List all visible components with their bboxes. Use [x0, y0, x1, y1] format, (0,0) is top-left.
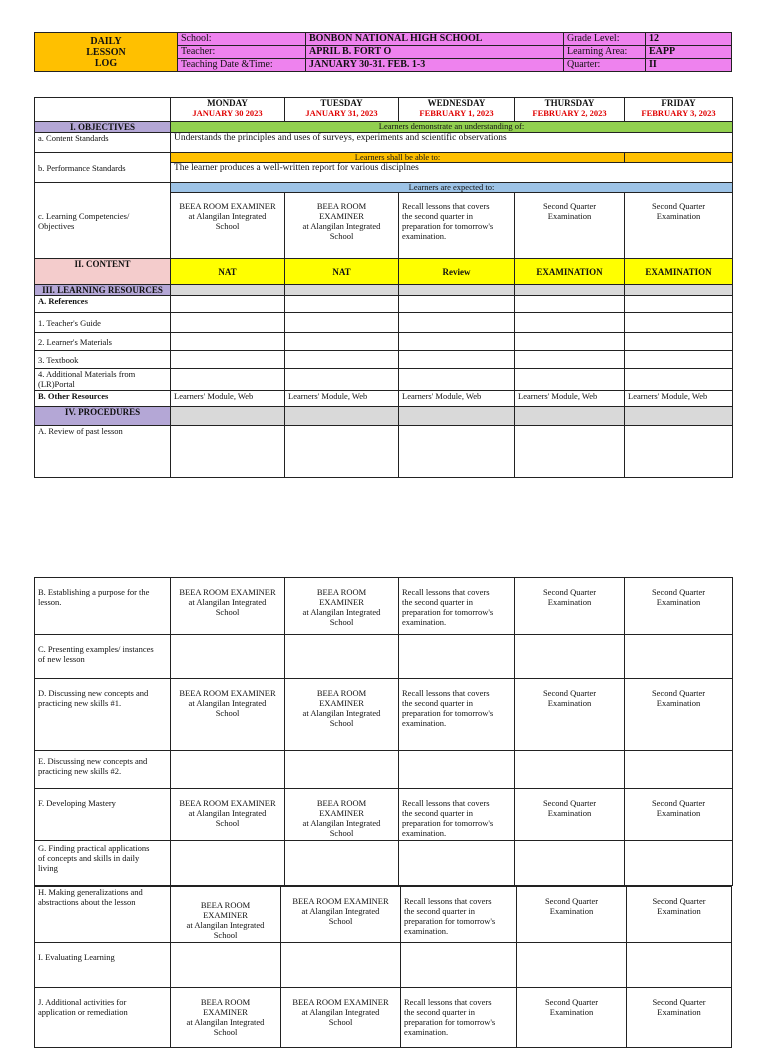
empty-cell — [171, 296, 285, 313]
day-name: THURSDAY — [544, 98, 595, 108]
additional-activities-label — [35, 988, 171, 1048]
empty-cell — [171, 369, 285, 391]
beea-line: School — [328, 916, 353, 926]
empty-cell — [285, 296, 399, 313]
learning-area-value: EAPP — [646, 46, 732, 59]
lesson-log-table — [34, 97, 733, 478]
empty-cell — [399, 751, 515, 789]
purpose-friday — [625, 578, 733, 635]
beea-line: at Alangilan Integrated — [301, 906, 380, 916]
recall-line: the second quarter in — [402, 211, 474, 221]
label-line: of concepts and skills in daily — [38, 853, 140, 863]
empty-cell — [171, 313, 285, 333]
additional-materials-line-2: (LR)Portal — [38, 379, 75, 389]
establishing-purpose-label — [35, 578, 171, 635]
performance-standards-label: b. Performance Standards — [35, 153, 171, 183]
textbook-label: 3. Textbook — [35, 351, 171, 369]
empty-cell — [399, 841, 515, 886]
exam-line: Second Quarter — [652, 896, 706, 906]
day-date: JANUARY 31, 2023 — [305, 108, 378, 118]
other-resources-friday: Learners' Module, Web — [625, 391, 733, 407]
day-column-tuesday — [285, 98, 399, 122]
mastery-friday — [625, 789, 733, 841]
beea-line: EXAMINER — [319, 808, 364, 818]
empty-cell — [515, 841, 625, 886]
content-thursday: EXAMINATION — [515, 259, 625, 285]
empty-cell — [285, 351, 399, 369]
review-past-lesson-label: A. Review of past lesson — [35, 426, 171, 478]
empty-cell — [171, 751, 285, 789]
competencies-label-line-2: Objectives — [38, 220, 75, 231]
exam-line: Examination — [656, 808, 701, 818]
recall-line: the second quarter in — [402, 808, 474, 818]
beea-line: School — [215, 221, 240, 231]
content-standards-text: Understands the principles and uses of surveys, experiments and scientific observations — [171, 133, 733, 153]
empty-cell — [171, 333, 285, 351]
empty-cell — [515, 351, 625, 369]
recall-line: Recall lessons that covers — [402, 587, 490, 597]
performance-standards-text: The learner produces a well-written report for various disciplnes — [171, 163, 733, 183]
quarter-value: II — [646, 59, 732, 72]
exam-line: Examination — [656, 211, 701, 221]
empty-cell — [399, 333, 515, 351]
day-column-thursday — [515, 98, 625, 122]
grade-level-value: 12 — [646, 33, 732, 46]
empty-cell — [171, 943, 281, 988]
empty-cell — [515, 635, 625, 679]
competency-thursday — [515, 193, 625, 259]
label-line: E. Discussing new concepts and — [38, 756, 148, 766]
recall-line: preparation for tomorrow's — [402, 607, 494, 617]
generalizations-tuesday — [281, 887, 401, 943]
beea-line: BEEA ROOM — [316, 587, 367, 597]
recall-line: the second quarter in — [404, 906, 476, 916]
recall-line: the second quarter in — [402, 698, 474, 708]
concepts-1-friday — [625, 679, 733, 751]
label-line: of new lesson — [38, 654, 85, 664]
additional-materials-line-1: 4. Additional Materials from — [38, 369, 136, 379]
day-date: FEBRUARY 3, 2023 — [641, 108, 716, 118]
procedures-grey-cell — [399, 407, 515, 426]
procedures-grey-cell — [171, 407, 285, 426]
empty-cell — [625, 296, 733, 313]
day-date: FEBRUARY 2, 2023 — [532, 108, 607, 118]
learning-area-label: Learning Area: — [564, 46, 646, 59]
exam-line: Examination — [656, 698, 701, 708]
day-column-friday — [625, 98, 733, 122]
beea-line: EXAMINER — [319, 698, 364, 708]
beea-line: at Alangilan Integrated — [302, 818, 381, 828]
empty-cell — [625, 369, 733, 391]
exam-line: Examination — [549, 906, 594, 916]
empty-cell — [285, 635, 399, 679]
empty-cell — [625, 751, 733, 789]
empty-cell — [281, 943, 401, 988]
empty-cell — [517, 943, 627, 988]
empty-cell — [515, 313, 625, 333]
references-label: A. References — [35, 296, 171, 313]
empty-cell — [399, 635, 515, 679]
grade-level-label: Grade Level: — [564, 33, 646, 46]
dll-line-3: LOG — [94, 57, 118, 69]
school-label: School: — [178, 33, 306, 46]
competency-monday — [171, 193, 285, 259]
additional-tuesday — [281, 988, 401, 1048]
expected-banner: Learners are expected to: — [171, 183, 733, 193]
empty-cell — [625, 351, 733, 369]
procedures-grey-cell — [285, 407, 399, 426]
procedures-continuation-table — [34, 577, 733, 886]
recall-line: examination. — [402, 828, 447, 838]
procedures-grey-cell — [625, 407, 733, 426]
beea-line: at Alangilan Integrated — [301, 1007, 380, 1017]
exam-line: Examination — [656, 597, 701, 607]
day-name: WEDNESDAY — [427, 98, 486, 108]
day-name: TUESDAY — [320, 98, 363, 108]
concepts-1-wednesday — [399, 679, 515, 751]
quarter-label: Quarter: — [564, 59, 646, 72]
label-line: B. Establishing a purpose for the — [38, 587, 150, 597]
empty-cell — [399, 426, 515, 478]
exam-line: Examination — [547, 698, 592, 708]
evaluating-learning-label: I. Evaluating Learning — [35, 943, 171, 988]
corner-cell — [35, 98, 171, 122]
exam-line: Examination — [547, 808, 592, 818]
learners-materials-label: 2. Learner's Materials — [35, 333, 171, 351]
generalizations-friday — [627, 887, 732, 943]
content-standards-label: a. Content Standards — [35, 133, 171, 153]
recall-line: preparation for tomorrow's — [402, 708, 494, 718]
exam-line: Second Quarter — [542, 688, 597, 698]
dll-line-1: DAILY — [90, 35, 122, 47]
generalizations-label — [35, 887, 171, 943]
beea-line: BEEA ROOM EXAMINER — [179, 798, 276, 808]
content-wednesday: Review — [399, 259, 515, 285]
discussing-concepts-1-label — [35, 679, 171, 751]
recall-line: preparation for tomorrow's — [404, 1017, 496, 1027]
exam-line: Second Quarter — [544, 997, 599, 1007]
empty-cell — [627, 943, 732, 988]
recall-line: Recall lessons that covers — [402, 201, 490, 211]
beea-line: School — [215, 708, 240, 718]
beea-line: BEEA ROOM — [316, 201, 367, 211]
beea-line: BEEA ROOM EXAMINER — [179, 688, 276, 698]
recall-line: preparation for tomorrow's — [404, 916, 496, 926]
empty-cell — [515, 369, 625, 391]
beea-line: BEEA ROOM — [316, 798, 367, 808]
exam-line: Second Quarter — [652, 997, 706, 1007]
resources-grey-cell — [285, 285, 399, 296]
additional-monday — [171, 988, 281, 1048]
developing-mastery-label: F. Developing Mastery — [35, 789, 171, 841]
recall-line: Recall lessons that covers — [404, 896, 492, 906]
additional-friday — [627, 988, 732, 1048]
objectives-heading: I. OBJECTIVES — [35, 122, 171, 133]
empty-cell — [515, 296, 625, 313]
recall-line: Recall lessons that covers — [402, 798, 490, 808]
competency-wednesday — [399, 193, 515, 259]
concepts-1-tuesday — [285, 679, 399, 751]
recall-line: Recall lessons that covers — [402, 688, 490, 698]
purpose-monday — [171, 578, 285, 635]
exam-line: Second Quarter — [542, 587, 597, 597]
recall-line: examination. — [402, 718, 447, 728]
empty-cell — [515, 751, 625, 789]
mastery-wednesday — [399, 789, 515, 841]
teaching-date-value: JANUARY 30-31. FEB. 1-3 — [306, 59, 564, 72]
empty-cell — [625, 333, 733, 351]
label-line: H. Making generalizations and — [38, 887, 143, 897]
exam-line: Second Quarter — [651, 688, 706, 698]
beea-line: at Alangilan Integrated — [188, 597, 267, 607]
exam-line: Second Quarter — [542, 201, 597, 211]
practical-applications-label — [35, 841, 171, 886]
beea-line: at Alangilan Integrated — [186, 1017, 265, 1027]
discussing-concepts-2-label — [35, 751, 171, 789]
empty-cell — [285, 369, 399, 391]
beea-line: EXAMINER — [203, 1007, 248, 1017]
beea-line: at Alangilan Integrated — [188, 211, 267, 221]
beea-line: at Alangilan Integrated — [302, 708, 381, 718]
empty-cell — [285, 841, 399, 886]
other-resources-thursday: Learners' Module, Web — [515, 391, 625, 407]
recall-line: preparation for tomorrow's — [402, 221, 494, 231]
day-column-monday — [171, 98, 285, 122]
label-line: application or remediation — [38, 1007, 128, 1017]
exam-line: Second Quarter — [544, 896, 599, 906]
content-tuesday: NAT — [285, 259, 399, 285]
mastery-thursday — [515, 789, 625, 841]
resources-grey-cell — [515, 285, 625, 296]
recall-line: examination. — [404, 926, 449, 936]
recall-line: examination. — [402, 231, 447, 241]
recall-line: the second quarter in — [402, 597, 474, 607]
empty-cell — [399, 369, 515, 391]
beea-line: EXAMINER — [319, 211, 364, 221]
empty-cell — [171, 635, 285, 679]
recall-line: the second quarter in — [404, 1007, 476, 1017]
exam-line: Examination — [657, 906, 701, 916]
empty-cell — [625, 426, 733, 478]
recall-line: Recall lessons that covers — [404, 997, 492, 1007]
exam-line: Examination — [657, 1007, 701, 1017]
other-resources-wednesday: Learners' Module, Web — [399, 391, 515, 407]
day-name: FRIDAY — [661, 98, 696, 108]
day-column-wednesday — [399, 98, 515, 122]
beea-line: EXAMINER — [319, 597, 364, 607]
label-line: G. Finding practical applications — [38, 843, 150, 853]
empty-cell — [625, 841, 733, 886]
empty-cell — [285, 313, 399, 333]
exam-line: Second Quarter — [542, 798, 597, 808]
label-line: J. Additional activities for — [38, 997, 127, 1007]
empty-cell — [171, 351, 285, 369]
label-line: living — [38, 863, 58, 873]
day-name: MONDAY — [207, 98, 248, 108]
competencies-label-line-1: c. Learning Competencies/ — [38, 210, 130, 221]
recall-line: examination. — [402, 617, 447, 627]
beea-line: School — [329, 617, 354, 627]
resources-grey-cell — [625, 285, 733, 296]
label-line: D. Discussing new concepts and — [38, 688, 149, 698]
mastery-tuesday — [285, 789, 399, 841]
dll-line-2: LESSON — [86, 46, 126, 58]
able-banner-end — [625, 153, 733, 163]
empty-cell — [285, 333, 399, 351]
learning-competencies-label — [35, 183, 171, 259]
purpose-wednesday — [399, 578, 515, 635]
beea-line: BEEA ROOM — [200, 900, 251, 910]
purpose-tuesday — [285, 578, 399, 635]
beea-line: School — [329, 828, 354, 838]
empty-cell — [625, 635, 733, 679]
empty-cell — [625, 313, 733, 333]
able-banner: Learners shall be able to: — [171, 153, 625, 163]
empty-cell — [401, 943, 517, 988]
additional-wednesday — [401, 988, 517, 1048]
recall-line: preparation for tomorrow's — [402, 818, 494, 828]
teacher-value: APRIL B. FORT O — [306, 46, 564, 59]
concepts-1-monday — [171, 679, 285, 751]
demonstrate-banner: Learners demonstrate an understanding of: — [171, 122, 733, 133]
concepts-1-thursday — [515, 679, 625, 751]
generalizations-wednesday — [401, 887, 517, 943]
beea-line: BEEA ROOM EXAMINER — [179, 587, 276, 597]
exam-line: Examination — [547, 597, 592, 607]
learning-resources-heading: III. LEARNING RESOURCES — [35, 285, 171, 296]
beea-line: School — [328, 1017, 353, 1027]
additional-materials-label — [35, 369, 171, 391]
content-monday: NAT — [171, 259, 285, 285]
beea-line: at Alangilan Integrated — [302, 221, 381, 231]
beea-line: School — [215, 607, 240, 617]
beea-line: School — [213, 1027, 238, 1037]
recall-line: examination. — [404, 1027, 449, 1037]
teachers-guide-label: 1. Teacher's Guide — [35, 313, 171, 333]
teacher-label: Teacher: — [178, 46, 306, 59]
procedures-grey-cell — [515, 407, 625, 426]
beea-line: School — [215, 818, 240, 828]
empty-cell — [515, 426, 625, 478]
other-resources-monday: Learners' Module, Web — [171, 391, 285, 407]
generalizations-monday — [171, 887, 281, 943]
beea-line: BEEA ROOM EXAMINER — [179, 201, 276, 211]
resources-grey-cell — [171, 285, 285, 296]
beea-line: School — [329, 231, 354, 241]
empty-cell — [399, 351, 515, 369]
beea-line: School — [213, 930, 238, 940]
teaching-date-label: Teaching Date &Time: — [178, 59, 306, 72]
day-date: FEBRUARY 1, 2023 — [419, 108, 494, 118]
generalizations-thursday — [517, 887, 627, 943]
purpose-thursday — [515, 578, 625, 635]
other-resources-tuesday: Learners' Module, Web — [285, 391, 399, 407]
procedures-heading: IV. PROCEDURES — [35, 407, 171, 426]
other-resources-label: B. Other Resources — [35, 391, 171, 407]
mastery-monday — [171, 789, 285, 841]
content-friday: EXAMINATION — [625, 259, 733, 285]
beea-line: at Alangilan Integrated — [188, 808, 267, 818]
label-line: lesson. — [38, 597, 62, 607]
exam-line: Second Quarter — [651, 798, 706, 808]
beea-line: at Alangilan Integrated — [188, 698, 267, 708]
additional-thursday — [517, 988, 627, 1048]
exam-line: Second Quarter — [651, 201, 706, 211]
empty-cell — [285, 426, 399, 478]
label-line: abstractions about the lesson — [38, 897, 136, 907]
empty-cell — [399, 296, 515, 313]
exam-line: Second Quarter — [651, 587, 706, 597]
empty-cell — [171, 426, 285, 478]
beea-line: at Alangilan Integrated — [302, 607, 381, 617]
beea-line: BEEA ROOM — [200, 997, 251, 1007]
exam-line: Examination — [549, 1007, 594, 1017]
empty-cell — [285, 751, 399, 789]
beea-line: BEEA ROOM — [316, 688, 367, 698]
beea-line: EXAMINER — [203, 910, 248, 920]
empty-cell — [399, 313, 515, 333]
label-line: C. Presenting examples/ instances — [38, 644, 154, 654]
exam-line: Examination — [547, 211, 592, 221]
school-value: BONBON NATIONAL HIGH SCHOOL — [306, 33, 564, 46]
resources-grey-cell — [399, 285, 515, 296]
presenting-examples-label — [35, 635, 171, 679]
beea-line: BEEA ROOM EXAMINER — [292, 896, 389, 906]
label-line: practicing new skills #2. — [38, 766, 122, 776]
label-line: practicing new skills #1. — [38, 698, 122, 708]
beea-line: School — [329, 718, 354, 728]
header-info-table — [34, 32, 732, 72]
competency-tuesday — [285, 193, 399, 259]
day-date: JANUARY 30 2023 — [192, 108, 263, 118]
content-heading: II. CONTENT — [35, 259, 171, 285]
competency-friday — [625, 193, 733, 259]
beea-line: BEEA ROOM EXAMINER — [292, 997, 389, 1007]
empty-cell — [171, 841, 285, 886]
daily-lesson-log-title — [35, 33, 178, 72]
empty-cell — [515, 333, 625, 351]
beea-line: at Alangilan Integrated — [186, 920, 265, 930]
